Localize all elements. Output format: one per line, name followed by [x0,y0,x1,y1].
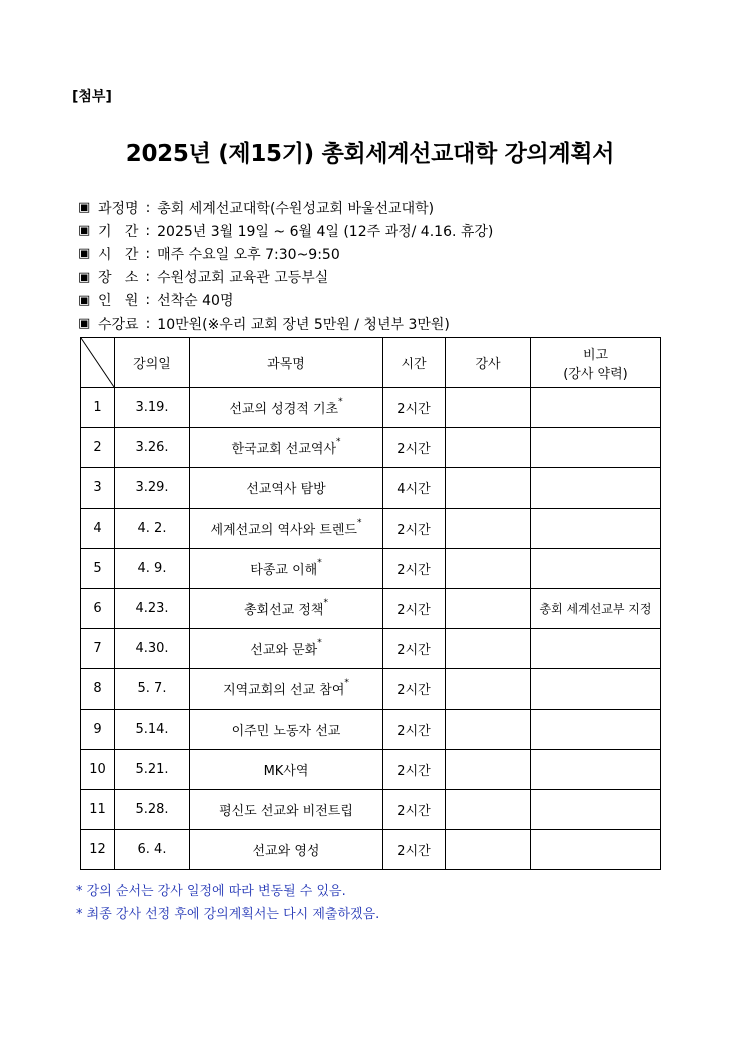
info-label: 장 소 [98,270,139,287]
row-hours: 2시간 [383,629,446,669]
row-lecturer [446,629,531,669]
row-lecturer [446,548,531,588]
info-value: 수원성교회 교육관 고등부실 [157,270,329,287]
table-row [81,830,661,870]
row-number: 2 [81,428,115,468]
subject-text: 한국교회 선교역사 [231,442,337,458]
info-colon: : [145,269,151,286]
info-colon: : [145,245,151,262]
info-row [78,242,678,265]
row-date: 3.19. [115,388,190,428]
table-row [81,749,661,789]
table-row [81,709,661,749]
course-info [78,196,678,335]
row-lecturer [446,428,531,468]
info-value: 10만원(※우리 교회 장년 5만원 / 청년부 3만원) [157,316,450,333]
row-remark [531,789,661,829]
row-hours: 2시간 [383,669,446,709]
subject-text: 이주민 노동자 선교 [231,723,341,739]
row-hours: 2시간 [383,388,446,428]
info-colon: : [145,292,151,309]
subject-star: * [344,678,349,689]
info-value: 매주 수요일 오후 7:30~9:50 [157,246,340,263]
row-remark [531,428,661,468]
row-lecturer [446,468,531,508]
row-number: 5 [81,548,115,588]
info-label: 기 간 [98,223,139,240]
info-value: 총회 세계선교대학(수원성교회 바울선교대학) [157,200,435,217]
info-colon: : [145,315,151,332]
row-subject [190,508,383,548]
subject-text: 선교의 성경적 기초 [229,402,339,418]
row-remark [531,629,661,669]
subject-text: 지역교회의 선교 참여 [223,683,345,699]
row-hours: 2시간 [383,749,446,789]
header-remark [531,338,661,388]
info-row [78,266,678,289]
row-lecturer [446,508,531,548]
table-row [81,428,661,468]
row-hours: 2시간 [383,548,446,588]
row-date: 3.29. [115,468,190,508]
row-subject [190,830,383,870]
row-number: 8 [81,669,115,709]
row-subject [190,388,383,428]
row-hours: 2시간 [383,508,446,548]
info-label: 인 원 [98,293,139,310]
row-subject [190,468,383,508]
subject-star: * [356,517,362,528]
subject-text: 타종교 이해 [250,562,318,578]
table-row [81,588,661,628]
square-bullet-icon: ▣ [78,269,91,285]
square-bullet-icon: ▣ [78,246,91,262]
row-subject [190,629,383,669]
header-subject: 과목명 [190,338,383,388]
subject-star: * [338,397,343,408]
subject-star: * [317,557,322,568]
row-hours: 2시간 [383,588,446,628]
info-value: 2025년 3월 19일 ~ 6월 4일 (12주 과정/ 4.16. 휴강) [157,223,494,240]
note-1: * 강의 순서는 강사 일정에 따라 변동될 수 있음. [76,884,346,899]
header-lecturer: 강사 [446,338,531,388]
row-remark: 총회 세계선교부 지정 [531,588,661,628]
info-label: 수강료 [98,316,139,333]
info-row [78,289,678,312]
row-subject [190,669,383,709]
diagonal-line [81,338,114,387]
schedule-table [80,337,661,870]
row-date: 6. 4. [115,830,190,870]
row-lecturer [446,588,531,628]
row-hours: 2시간 [383,428,446,468]
row-number: 6 [81,588,115,628]
row-lecturer [446,669,531,709]
table-row [81,388,661,428]
row-remark [531,468,661,508]
table-header-row [81,338,661,388]
row-date: 4. 9. [115,548,190,588]
table-row [81,669,661,709]
row-date: 4. 2. [115,508,190,548]
row-subject [190,789,383,829]
table-row [81,508,661,548]
table-row [81,548,661,588]
diagonal-corner-cell [81,338,115,388]
row-number: 4 [81,508,115,548]
subject-text: MK사역 [263,763,309,779]
row-lecturer [446,830,531,870]
info-colon: : [145,199,151,216]
row-remark [531,388,661,428]
row-date: 4.30. [115,629,190,669]
header-date: 강의일 [115,338,190,388]
row-number: 12 [81,830,115,870]
row-hours: 2시간 [383,709,446,749]
row-remark [531,669,661,709]
subject-text: 선교역사 탐방 [246,482,326,498]
row-number: 7 [81,629,115,669]
row-lecturer [446,709,531,749]
row-subject [190,749,383,789]
row-date: 3.26. [115,428,190,468]
header-hours: 시간 [383,338,446,388]
row-hours: 2시간 [383,830,446,870]
row-hours: 4시간 [383,468,446,508]
row-number: 3 [81,468,115,508]
row-remark [531,548,661,588]
header-remark-line1: 비고 [582,347,609,363]
row-lecturer [446,388,531,428]
row-subject [190,428,383,468]
row-hours: 2시간 [383,789,446,829]
row-subject [190,588,383,628]
notes [76,880,379,926]
row-subject [190,548,383,588]
row-date: 5.14. [115,709,190,749]
info-row [78,219,678,242]
row-date: 4.23. [115,588,190,628]
row-lecturer [446,749,531,789]
subject-text: 선교와 문화 [250,643,318,659]
row-remark [531,749,661,789]
square-bullet-icon: ▣ [78,316,91,332]
page-title: 2025년 (제15기) 총회세계선교대학 강의계획서 [125,141,615,167]
row-date: 5. 7. [115,669,190,709]
info-label: 과정명 [98,200,139,217]
row-number: 1 [81,388,115,428]
note-2: * 최종 강사 선정 후에 강의계획서는 다시 제출하겠음. [76,907,380,922]
info-colon: : [145,222,151,239]
row-date: 5.21. [115,749,190,789]
info-row [78,196,678,219]
subject-star: * [317,638,322,649]
square-bullet-icon: ▣ [78,200,91,216]
table-row [81,629,661,669]
subject-text: 선교와 영성 [252,844,320,860]
row-remark [531,508,661,548]
square-bullet-icon: ▣ [78,292,91,308]
row-subject [190,709,383,749]
subject-text: 총회선교 정책 [244,603,324,619]
table-row [81,468,661,508]
info-label: 시 간 [98,246,139,263]
subject-text: 세계선교의 역사와 트렌드 [210,522,357,538]
table-row [81,789,661,829]
header-remark-line2: (강사 약력) [563,366,628,382]
row-lecturer [446,789,531,829]
subject-star: * [323,598,328,609]
row-number: 9 [81,709,115,749]
square-bullet-icon: ▣ [78,223,91,239]
info-value: 선착순 40명 [157,293,234,310]
attachment-label: [첨부] [72,89,112,105]
row-number: 10 [81,749,115,789]
info-row [78,312,678,335]
row-remark [531,709,661,749]
row-remark [531,830,661,870]
subject-star: * [336,437,341,448]
row-number: 11 [81,789,115,829]
subject-text: 평신도 선교와 비전트립 [219,803,353,819]
row-date: 5.28. [115,789,190,829]
